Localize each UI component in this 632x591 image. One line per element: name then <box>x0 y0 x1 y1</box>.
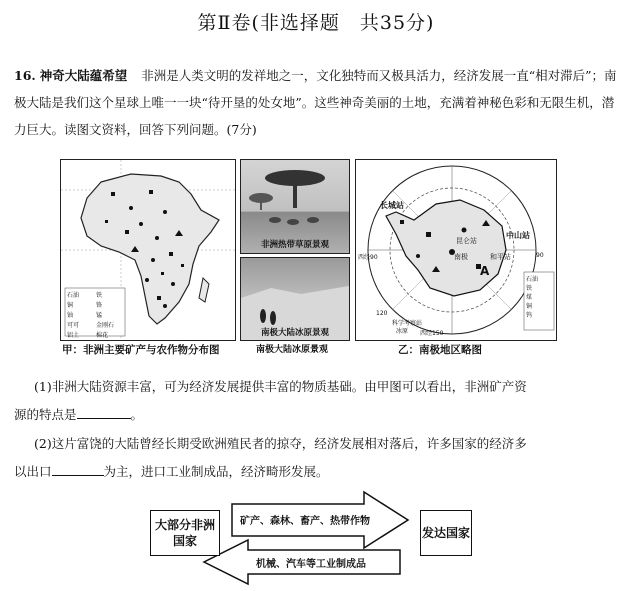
label-south-pole: 南极 <box>454 253 468 261</box>
africa-map-caption: 甲：非洲主要矿产与农作物分布图 <box>62 344 220 356</box>
label-lon-150: 西经150 <box>420 330 444 337</box>
label-lon-90e: 90 <box>536 252 544 259</box>
africa-legend-item: 棉花 <box>96 332 109 339</box>
africa-legend-item: 铝土 <box>67 332 80 339</box>
savanna-caption: 非洲热带草原景观 <box>260 240 329 250</box>
section-title: 第Ⅱ卷(非选择题 共35分) <box>197 12 435 34</box>
question-intro-text: 非洲是人类文明的发祥地之一，文化独特而又极具活力，经济发展一直“相对滞后”；南极大陆是我们这个星球上唯一一块“待开垦的处女地”。这些神奇美丽的土地，充满着神秘色彩和无限生机，潜力巨大。读图文资料，回答下列问题。(7分) <box>14 68 617 137</box>
ice-caption: 南极大陆冰原景观 <box>260 328 329 338</box>
import-arrow-label: 机械、汽车等工业制成品 <box>256 559 366 570</box>
antarctica-legend-ice: 冰原 <box>396 328 409 335</box>
africa-legend-item: 铀 <box>67 312 74 319</box>
question-number: 16. <box>14 68 36 83</box>
africa-legend-item: 铜 <box>67 302 74 309</box>
label-point-a: A <box>480 264 490 278</box>
africa-legend-item: 金刚石 <box>96 322 115 329</box>
q2-line-a: (2)这片富饶的大陆曾经长期受欧洲殖民者的掠夺，经济发展相对落后，许多国家的经济多 <box>34 436 527 451</box>
label-great-wall: 长城站 <box>380 201 404 210</box>
antarctica-map-caption: 乙：南极地区略图 <box>398 344 482 356</box>
africa-countries-box: 大部分非洲国家 <box>150 510 220 556</box>
q2-line-end: 为主，进口工业制成品，经济畸形发展。 <box>103 464 329 479</box>
africa-legend-item: 锰 <box>96 312 103 319</box>
africa-legend-item: 铁 <box>96 292 103 299</box>
antarctica-legend-station: 科学考察站 <box>392 320 423 327</box>
antarctica-legend-item: 煤 <box>526 294 533 301</box>
label-zhongshan: 中山站 <box>506 231 530 240</box>
q1-line-a: (1)非洲大陆资源丰富，可为经济发展提供丰富的物质基础。由甲图可以看出，非洲矿产资 <box>34 379 527 394</box>
africa-legend-item: 可可 <box>67 322 80 329</box>
africa-legend-item: 石油 <box>67 292 80 299</box>
q1-line-b: 源的特点是 <box>14 407 77 422</box>
export-arrow-label: 矿产、森林、畜产、热带作物 <box>240 516 370 527</box>
developed-countries-box: 发达国家 <box>420 510 472 556</box>
question-topic: 神奇大陆蕴希望 <box>39 68 128 83</box>
label-station: 和平站 <box>490 253 511 261</box>
q2-line-b: 以出口 <box>14 464 52 479</box>
africa-legend-item: 铬 <box>96 302 103 309</box>
ice-photo-caption: 南极大陆冰原景观 <box>256 345 329 355</box>
antarctica-legend-item: 钨 <box>526 312 533 319</box>
antarctica-legend-item: 铜 <box>526 303 533 310</box>
q1-line-end: 。 <box>130 407 144 422</box>
label-lon-90w: 西经90 <box>358 254 378 261</box>
label-lon-120: 120 <box>376 310 388 317</box>
antarctica-legend-item: 石油 <box>526 276 539 283</box>
label-kunlun: 昆仑站 <box>456 237 477 245</box>
antarctica-legend-item: 铁 <box>526 285 533 292</box>
